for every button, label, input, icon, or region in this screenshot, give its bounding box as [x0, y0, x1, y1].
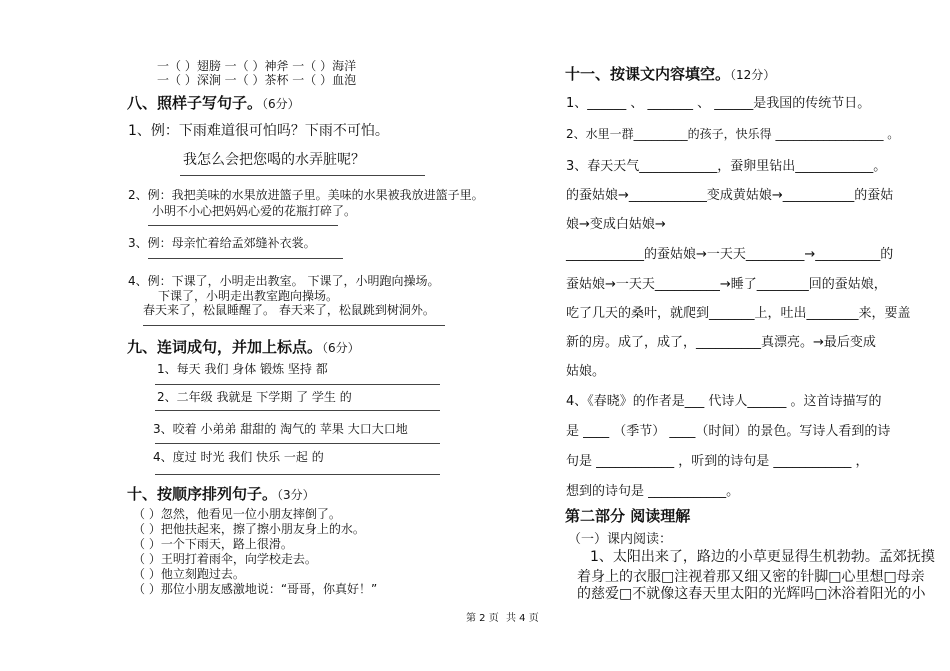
- section-11-line-11: 4、《春晓》的作者是___ 代诗人______ 。这首诗描写的: [566, 394, 882, 409]
- section-11-line-14: 想到的诗句是 ____________。: [566, 484, 740, 499]
- answer-line[interactable]: [155, 384, 440, 385]
- answer-line[interactable]: [155, 410, 440, 411]
- section-10-item-2: （ ）把他扶起来，擦了擦小朋友身上的水。: [133, 522, 365, 536]
- section-11-line-6: ____________的蚕姑娘→一天天_________→__________的: [566, 247, 894, 262]
- section-10-item-5: （ ）他立刻跑过去。: [133, 567, 245, 581]
- word-fill-row-1: 一（ ）翅膀 一（ ）神斧 一（ ）海洋: [157, 59, 357, 73]
- section-9-item-4: 4、度过 时光 我们 快乐 一起 的: [153, 450, 324, 464]
- section-11-title: 十一、按课文内容填空。: [565, 65, 731, 83]
- section-8-heading: [127, 92, 300, 113]
- part-2-subtitle: （一）课内阅读：: [568, 532, 673, 547]
- section-11-line-4: 的蚕姑娘→____________变成黄姑娘→___________的蚕姑: [566, 188, 894, 203]
- section-10-title: 十、按顺序排列句子。: [127, 485, 278, 503]
- section-8-q4-combined: 下课了，小明走出教室跑向操场。: [158, 289, 339, 303]
- part-2-title: 第二部分 阅读理解: [565, 507, 691, 525]
- section-11-line-7: 蚕姑娘→一天天__________→睡了________回的蚕姑娘，: [566, 277, 887, 292]
- section-10-item-1: （ ）忽然，他看见一位小朋友摔倒了。: [133, 507, 341, 521]
- section-11-heading: [565, 63, 775, 84]
- section-11-line-5: 娘→变成白姑娘→: [566, 217, 666, 232]
- section-11-points: （12分）: [730, 68, 776, 82]
- reading-paragraph-line-3: 的慈爱□不就像这春天里太阳的光辉吗□沐浴着阳光的小: [577, 586, 926, 602]
- answer-line[interactable]: [148, 225, 338, 226]
- section-9-item-2: 2、二年级 我就是 下学期 了 学生 的: [157, 390, 352, 404]
- section-9-points: （6分）: [322, 341, 360, 355]
- reading-paragraph-line-2: 着身上的衣服□注视着那又细又密的针脚□心里想□母亲: [577, 569, 925, 585]
- section-10-item-4: （ ）王明打着雨伞，向学校走去。: [133, 552, 317, 566]
- section-11-line-2: 2、水里一群_________的孩子，快乐得 __________________ 。: [566, 127, 900, 141]
- answer-line[interactable]: [155, 474, 440, 475]
- section-11-line-1: 1、______ 、 _______ 、 ______是我国的传统节日。: [566, 96, 871, 111]
- section-11-line-9: 新的房。成了，成了，__________真漂亮。→最后变成: [566, 335, 876, 350]
- section-11-line-13: 句是 ____________ ，听到的诗句是 ____________ ，: [566, 454, 869, 469]
- section-8-points: （6分）: [262, 97, 300, 111]
- section-10-points: （3分）: [277, 488, 315, 502]
- section-8-q4-example: 4、例：下课了，小明走出教室。 下课了，小明跑向操场。: [128, 274, 440, 288]
- section-11-line-12: 是 ____ （季节） ____（时间）的景色。写诗人看到的诗: [566, 424, 891, 439]
- section-10-item-6: （ ）那位小朋友感激地说：“哥哥，你真好！”: [133, 582, 378, 596]
- section-8-q2-example: 2、例：我把美味的水果放进篮子里。美味的水果被我放进篮子里。: [128, 188, 484, 202]
- section-9-item-3: 3、咬着 小弟弟 甜甜的 淘气的 苹果 大口大口地: [153, 422, 408, 436]
- reading-paragraph-line-1: 1、太阳出来了，路边的小草更显得生机勃勃。孟郊抚摸: [590, 549, 935, 565]
- section-11-line-10: 姑娘。: [566, 364, 606, 379]
- answer-line[interactable]: [143, 325, 445, 326]
- section-11-line-8: 吃了几天的桑叶，就爬到_______上，吐出________来，要盖: [566, 306, 911, 321]
- word-fill-row-2: 一（ ）深涧 一（ ）茶杯 一（ ）血泡: [157, 73, 357, 87]
- section-8-q4-task: 春天来了，松鼠睡醒了。 春天来了，松鼠跳到树洞外。: [143, 303, 435, 317]
- section-9-item-1: 1、每天 我们 身体 锻炼 坚持 都: [157, 362, 328, 376]
- section-9-title: 九、连词成句，并加上标点。: [127, 338, 323, 356]
- answer-line[interactable]: [148, 258, 343, 259]
- section-10-heading: [127, 483, 315, 504]
- section-9-heading: [127, 336, 360, 357]
- page-total: 共 4 页: [506, 613, 539, 624]
- section-8-q1: 1、例：下雨难道很可怕吗？下雨不可怕。: [128, 123, 389, 139]
- section-10-item-3: （ ）一个下雨天，路上很滑。: [133, 537, 293, 551]
- section-11-line-3: 3、春天天气____________，蚕卵里钻出____________。: [566, 159, 887, 174]
- section-8-q2-sentence: 小明不小心把妈妈心爱的花瓶打碎了。: [152, 204, 357, 218]
- section-8-title: 八、照样子写句子。: [127, 94, 263, 112]
- page-number: 第 2 页: [466, 613, 499, 624]
- answer-line[interactable]: [155, 443, 440, 444]
- section-8-q1-sentence: 我怎么会把您喝的水弄脏呢？: [183, 152, 365, 168]
- section-8-q3: 3、例：母亲忙着给孟郊缝补衣裳。: [128, 236, 316, 250]
- answer-line[interactable]: [180, 175, 425, 176]
